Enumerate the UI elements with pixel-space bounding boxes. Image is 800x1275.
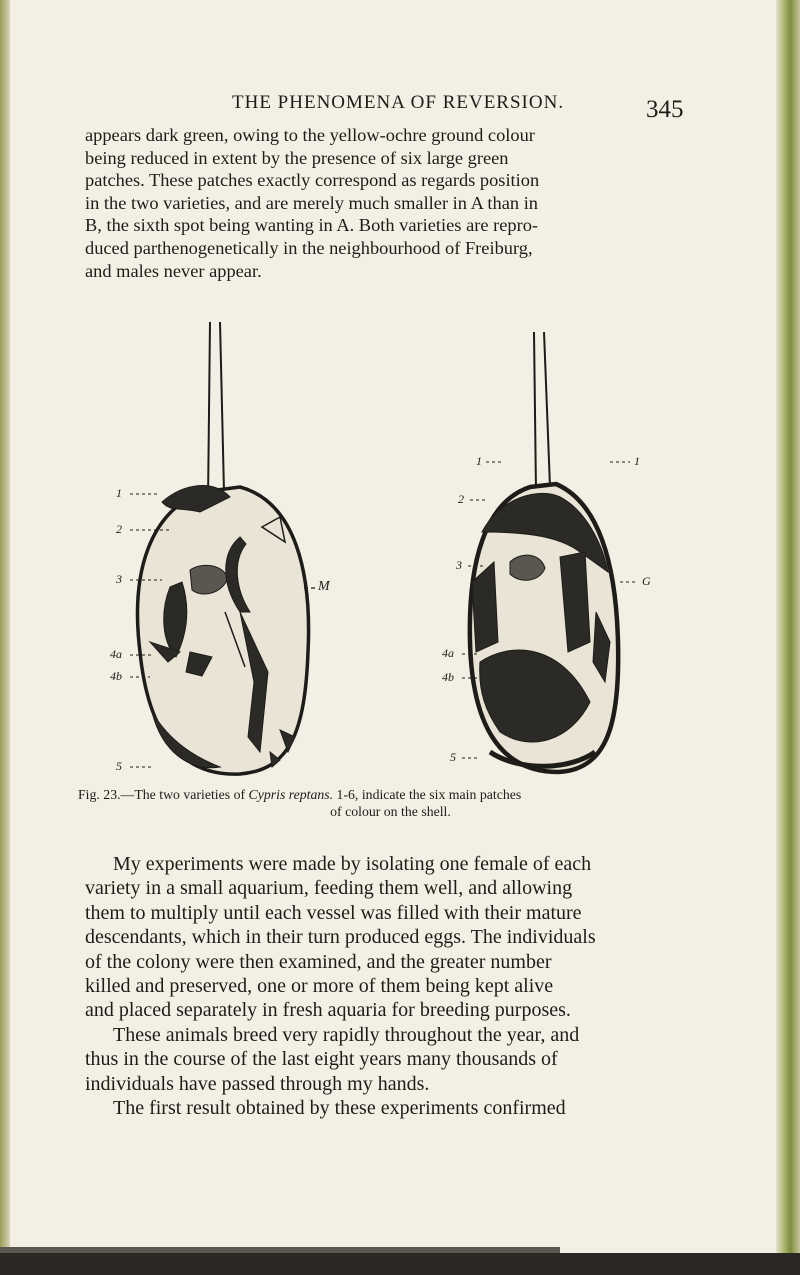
- text-line: killed and preserved, one or more of them being kept alive: [85, 975, 554, 998]
- label-left-5: 5: [116, 759, 122, 773]
- label-right-3: 3: [456, 558, 462, 572]
- figure-caption: [78, 786, 703, 820]
- caption-suffix: 1-6, indicate the six main patches: [333, 787, 522, 802]
- page-bottom-edge: [0, 1253, 800, 1275]
- text-line: in the two varieties, and are merely much smaller in A than in: [85, 192, 538, 213]
- label-right-4a: 4a: [442, 646, 454, 660]
- label-right-4b: 4b: [442, 670, 454, 684]
- text-line: and males never appear.: [85, 260, 262, 281]
- text-line: and placed separately in fresh aquaria for breeding purposes.: [85, 999, 571, 1022]
- left-shell-variety-a: [138, 322, 309, 774]
- label-right-1b: 1: [634, 454, 640, 468]
- text-line: patches. These patches exactly correspond as regards position: [85, 170, 540, 191]
- text-line: My experiments were made by isolating one female of each: [113, 853, 592, 875]
- paragraph-2: [85, 852, 710, 1120]
- label-left-2: 2: [116, 522, 122, 536]
- text-line: The first result obtained by these experiments confirmed: [113, 1097, 566, 1120]
- caption-species: Cypris reptans.: [248, 787, 334, 802]
- caption-prefix: Fig. 23.—The two varieties of: [78, 787, 249, 802]
- text-line: being reduced in extent by the presence of six large green: [85, 147, 509, 168]
- book-binding-edge: [776, 0, 800, 1275]
- figure-cypris-shells: [90, 312, 710, 782]
- paragraph-1: [85, 124, 710, 282]
- label-left-4a: 4a: [110, 647, 122, 661]
- page-left-edge: [0, 0, 10, 1275]
- label-left-m: M: [318, 579, 330, 594]
- text-line: variety in a small aquarium, feeding them well, and allowing: [85, 877, 573, 900]
- text-line: of the colony were then examined, and the greater number: [85, 950, 552, 973]
- page-number: 345: [646, 96, 684, 123]
- label-left-3: 3: [116, 572, 122, 586]
- text-line: duced parthenogenetically in the neighbourhood of Freiburg,: [85, 237, 533, 258]
- text-line: individuals have passed through my hands.: [85, 1072, 430, 1095]
- label-right-1a: 1: [476, 454, 482, 468]
- label-right-2: 2: [458, 492, 464, 506]
- text-line: appears dark green, owing to the yellow-ochre ground colour: [85, 125, 535, 145]
- text-line: descendants, which in their turn produced eggs. The individuals: [85, 926, 596, 949]
- text-line: These animals breed very rapidly throughout the year, and: [113, 1023, 580, 1046]
- label-right-5: 5: [450, 750, 456, 764]
- caption-line-2: of colour on the shell.: [330, 804, 451, 819]
- label-left-1: 1: [116, 486, 122, 500]
- text-line: thus in the course of the last eight years many thousands of: [85, 1048, 558, 1071]
- text-line: B, the sixth spot being wanting in A. Both varieties are repro-: [85, 215, 539, 236]
- figure-illustration: [90, 312, 710, 782]
- label-right-g: G: [642, 574, 651, 588]
- running-head: THE PHENOMENA OF REVERSION.: [232, 92, 565, 113]
- right-shell-variety-b: [470, 332, 618, 772]
- label-left-4b: 4b: [110, 669, 122, 683]
- text-line: them to multiply until each vessel was filled with their mature: [85, 901, 582, 924]
